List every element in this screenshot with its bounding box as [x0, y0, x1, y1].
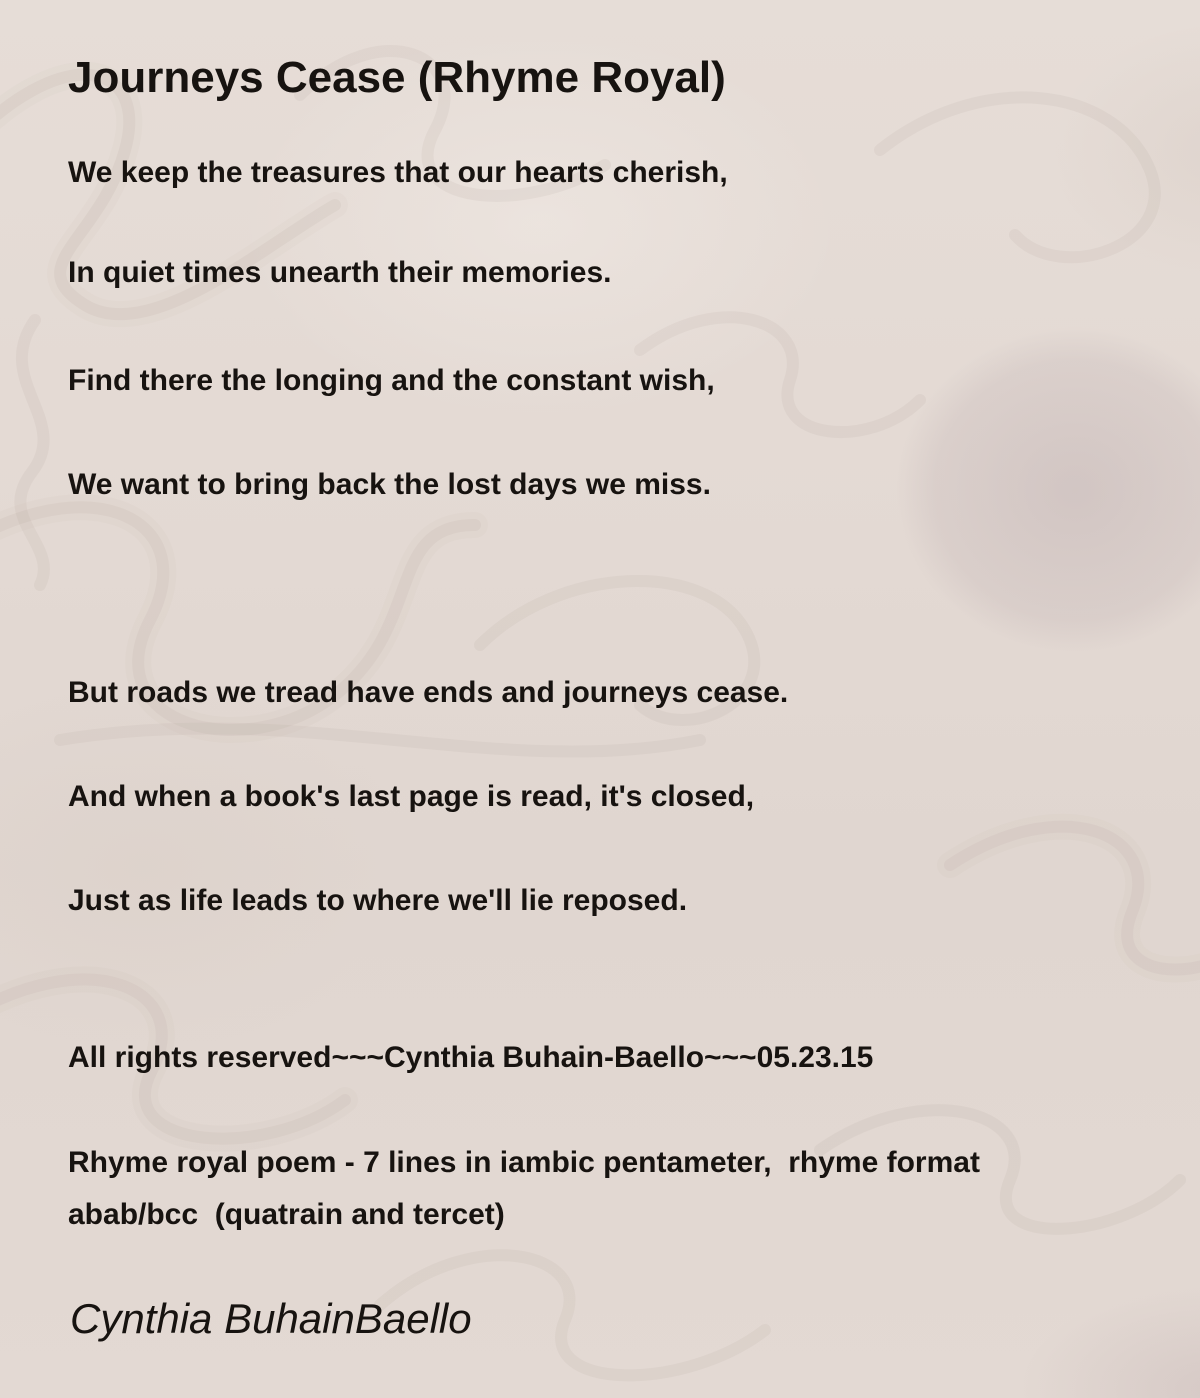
poem-line-3: Find there the longing and the constant wish,	[68, 364, 715, 397]
form-note-line-1: Rhyme royal poem - 7 lines in iambic pentameter, rhyme format	[68, 1146, 980, 1179]
poem-line-7: Just as life leads to where we'll lie reposed.	[68, 884, 688, 917]
poem-title: Journeys Cease (Rhyme Royal)	[68, 53, 726, 102]
poem-line-4: We want to bring back the lost days we miss.	[68, 468, 711, 501]
poem-line-1: We keep the treasures that our hearts cherish,	[68, 156, 728, 189]
poem-line-5: But roads we tread have ends and journeys cease.	[68, 676, 789, 709]
poem-line-2: In quiet times unearth their memories.	[68, 256, 612, 289]
form-note-line-2: abab/bcc (quatrain and tercet)	[68, 1198, 505, 1231]
author-signature: Cynthia BuhainBaello	[70, 1295, 472, 1342]
copyright-line: All rights reserved~~~Cynthia Buhain-Baello~~~05.23.15	[68, 1041, 874, 1074]
poem-line-6: And when a book's last page is read, it's closed,	[68, 780, 755, 813]
